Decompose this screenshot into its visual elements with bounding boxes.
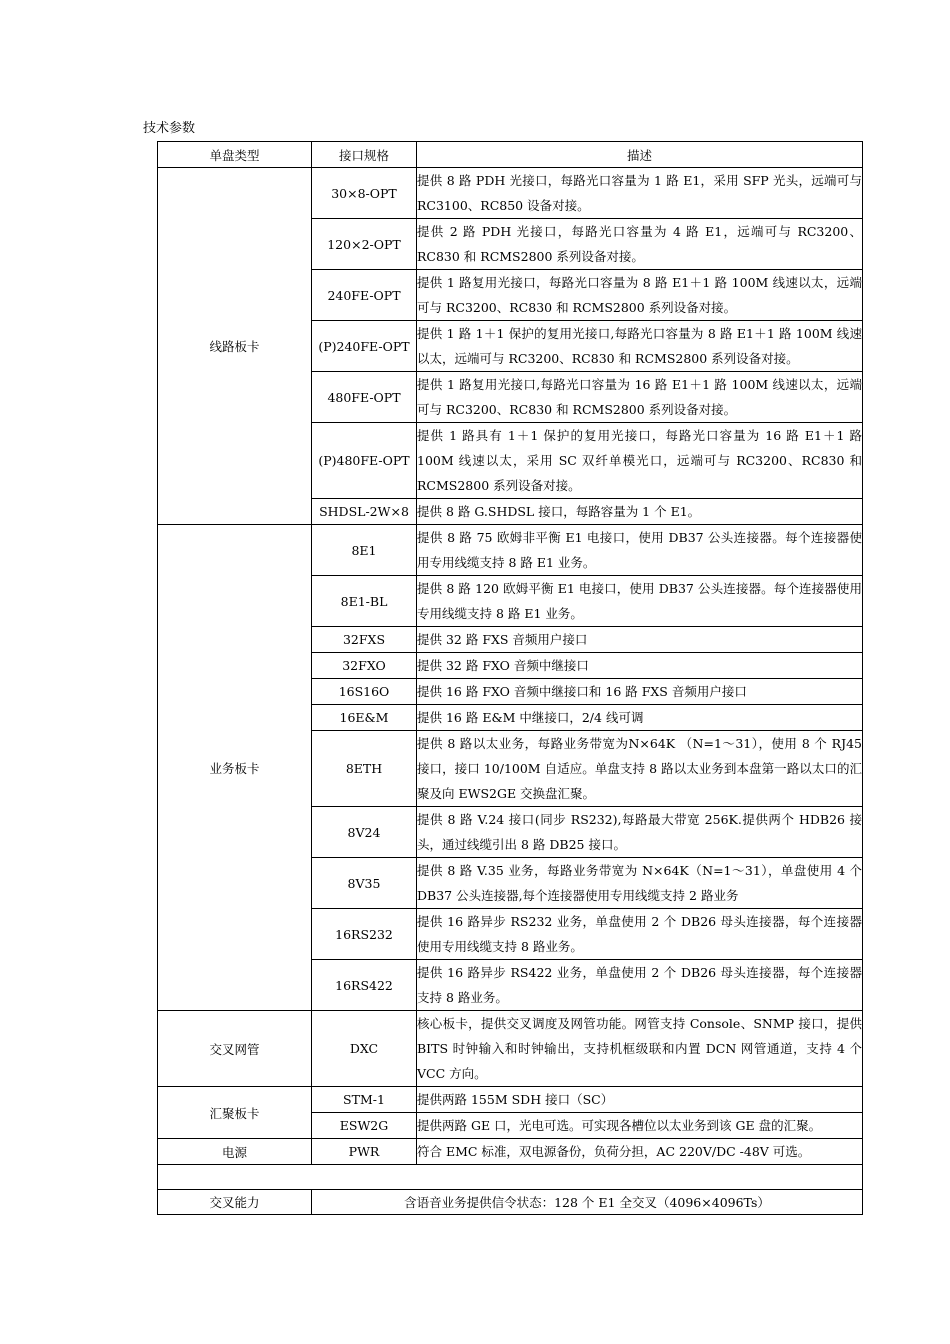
table-body bbox=[158, 168, 863, 1165]
description-cell: 提供两路 GE 口，光电可选。可实现各槽位以太业务到该 GE 盘的汇聚。 bbox=[417, 1113, 863, 1139]
interface-spec-cell: PWR bbox=[312, 1139, 417, 1165]
description-cell: 提供 16 路异步 RS422 业务，单盘使用 2 个 DB26 母头连接器，每个连接器支持 8 路业务。 bbox=[417, 960, 863, 1011]
header-description: 描述 bbox=[417, 142, 863, 168]
table-row bbox=[158, 1011, 863, 1087]
description-cell: 提供 2 路 PDH 光接口，每路光口容量为 4 路 E1，远端可与 RC3200、RC830 和 RCMS2800 系列设备对接。 bbox=[417, 219, 863, 270]
description-cell: 符合 EMC 标准，双电源备份，负荷分担，AC 220V/DC -48V 可选。 bbox=[417, 1139, 863, 1165]
description-cell: 提供 1 路具有 1＋1 保护的复用光接口，每路光口容量为 16 路 E1＋1 路 100M 线速以太，采用 SC 双纤单模光口，远端可与 RC3200、RC830 和 RCMS2800 系列设备对接。 bbox=[417, 423, 863, 499]
blank-cell bbox=[158, 1165, 863, 1190]
interface-spec-cell: STM-1 bbox=[312, 1087, 417, 1113]
cross-connect-label: 交叉能力 bbox=[158, 1190, 312, 1215]
description-cell: 提供 1 路复用光接口,每路光口容量为 16 路 E1＋1 路 100M 线速以太，远端可与 RC3200、RC830 和 RCMS2800 系列设备对接。 bbox=[417, 372, 863, 423]
board-category-cell: 交叉网管 bbox=[158, 1011, 312, 1087]
interface-spec-cell: 480FE-OPT bbox=[312, 372, 417, 423]
cross-connect-text: 含语音业务提供信令状态：128 个 E1 全交叉（4096×4096Ts） bbox=[312, 1190, 863, 1215]
header-board-type: 单盘类型 bbox=[158, 142, 312, 168]
cross-connect-row bbox=[158, 1190, 863, 1215]
interface-spec-cell: 32FXS bbox=[312, 627, 417, 653]
interface-spec-cell: 240FE-OPT bbox=[312, 270, 417, 321]
blank-row bbox=[158, 1165, 863, 1190]
description-cell: 核心板卡，提供交叉调度及网管功能。网管支持 Console、SNMP 接口，提供 BITS 时钟输入和时钟输出，支持机框级联和内置 DCN 网管通道，支持 4 个 VCC 方向。 bbox=[417, 1011, 863, 1087]
interface-spec-cell: 8E1 bbox=[312, 525, 417, 576]
board-category-cell: 汇聚板卡 bbox=[158, 1087, 312, 1139]
interface-spec-cell: (P)480FE-OPT bbox=[312, 423, 417, 499]
description-cell: 提供 8 路 G.SHDSL 接口，每路容量为 1 个 E1。 bbox=[417, 499, 863, 525]
interface-spec-cell: 8V35 bbox=[312, 858, 417, 909]
description-cell: 提供 16 路异步 RS232 业务，单盘使用 2 个 DB26 母头连接器，每个连接器使用专用线缆支持 8 路业务。 bbox=[417, 909, 863, 960]
description-cell: 提供 8 路 PDH 光接口，每路光口容量为 1 路 E1，采用 SFP 光头，远端可与 RC3100、RC850 设备对接。 bbox=[417, 168, 863, 219]
description-cell: 提供两路 155M SDH 接口（SC） bbox=[417, 1087, 863, 1113]
board-category-cell: 电源 bbox=[158, 1139, 312, 1165]
description-cell: 提供 8 路 V.24 接口(同步 RS232),每路最大带宽 256K.提供两个 HDB26 接头，通过线缆引出 8 路 DB25 接口。 bbox=[417, 807, 863, 858]
interface-spec-cell: 120×2-OPT bbox=[312, 219, 417, 270]
description-cell: 提供 1 路复用光接口，每路光口容量为 8 路 E1＋1 路 100M 线速以太，远端可与 RC3200、RC830 和 RCMS2800 系列设备对接。 bbox=[417, 270, 863, 321]
interface-spec-cell: 8V24 bbox=[312, 807, 417, 858]
description-cell: 提供 8 路 V.35 业务，每路业务带宽为 N×64K（N=1～31），单盘使用 4 个 DB37 公头连接器,每个连接器使用专用线缆支持 2 路业务 bbox=[417, 858, 863, 909]
description-cell: 提供 8 路 120 欧姆平衡 E1 电接口，使用 DB37 公头连接器。每个连接器使用专用线缆支持 8 路 E1 业务。 bbox=[417, 576, 863, 627]
table-row bbox=[158, 525, 863, 576]
interface-spec-cell: 8ETH bbox=[312, 731, 417, 807]
description-cell: 提供 16 路 E&M 中继接口，2/4 线可调 bbox=[417, 705, 863, 731]
table-row bbox=[158, 1087, 863, 1113]
interface-spec-cell: 32FXO bbox=[312, 653, 417, 679]
board-category-cell: 业务板卡 bbox=[158, 525, 312, 1011]
interface-spec-cell: SHDSL-2W×8 bbox=[312, 499, 417, 525]
board-category-cell: 线路板卡 bbox=[158, 168, 312, 525]
interface-spec-cell: 8E1-BL bbox=[312, 576, 417, 627]
description-cell: 提供 1 路 1＋1 保护的复用光接口,每路光口容量为 8 路 E1＋1 路 100M 线速以太，远端可与 RC3200、RC830 和 RCMS2800 系列设备对接。 bbox=[417, 321, 863, 372]
header-interface: 接口规格 bbox=[312, 142, 417, 168]
section-title: 技术参数 bbox=[143, 121, 196, 136]
interface-spec-cell: 16RS232 bbox=[312, 909, 417, 960]
table-row bbox=[158, 168, 863, 219]
interface-spec-cell: (P)240FE-OPT bbox=[312, 321, 417, 372]
interface-spec-cell: 16RS422 bbox=[312, 960, 417, 1011]
table-header-row bbox=[158, 142, 863, 168]
description-cell: 提供 8 路 75 欧姆非平衡 E1 电接口，使用 DB37 公头连接器。每个连接器使用专用线缆支持 8 路 E1 业务。 bbox=[417, 525, 863, 576]
table-row bbox=[158, 1139, 863, 1165]
description-cell: 提供 32 路 FXO 音频中继接口 bbox=[417, 653, 863, 679]
interface-spec-cell: 16S16O bbox=[312, 679, 417, 705]
tech-spec-table bbox=[157, 141, 863, 1215]
interface-spec-cell: DXC bbox=[312, 1011, 417, 1087]
interface-spec-cell: ESW2G bbox=[312, 1113, 417, 1139]
interface-spec-cell: 16E&M bbox=[312, 705, 417, 731]
description-cell: 提供 32 路 FXS 音频用户接口 bbox=[417, 627, 863, 653]
interface-spec-cell: 30×8-OPT bbox=[312, 168, 417, 219]
description-cell: 提供 8 路以太业务，每路业务带宽为N×64K （N=1～31），使用 8 个 RJ45 接口，接口 10/100M 自适应。单盘支持 8 路以太业务到本盘第一路以太口的汇聚及向 EWS2GE 交换盘汇聚。 bbox=[417, 731, 863, 807]
description-cell: 提供 16 路 FXO 音频中继接口和 16 路 FXS 音频用户接口 bbox=[417, 679, 863, 705]
